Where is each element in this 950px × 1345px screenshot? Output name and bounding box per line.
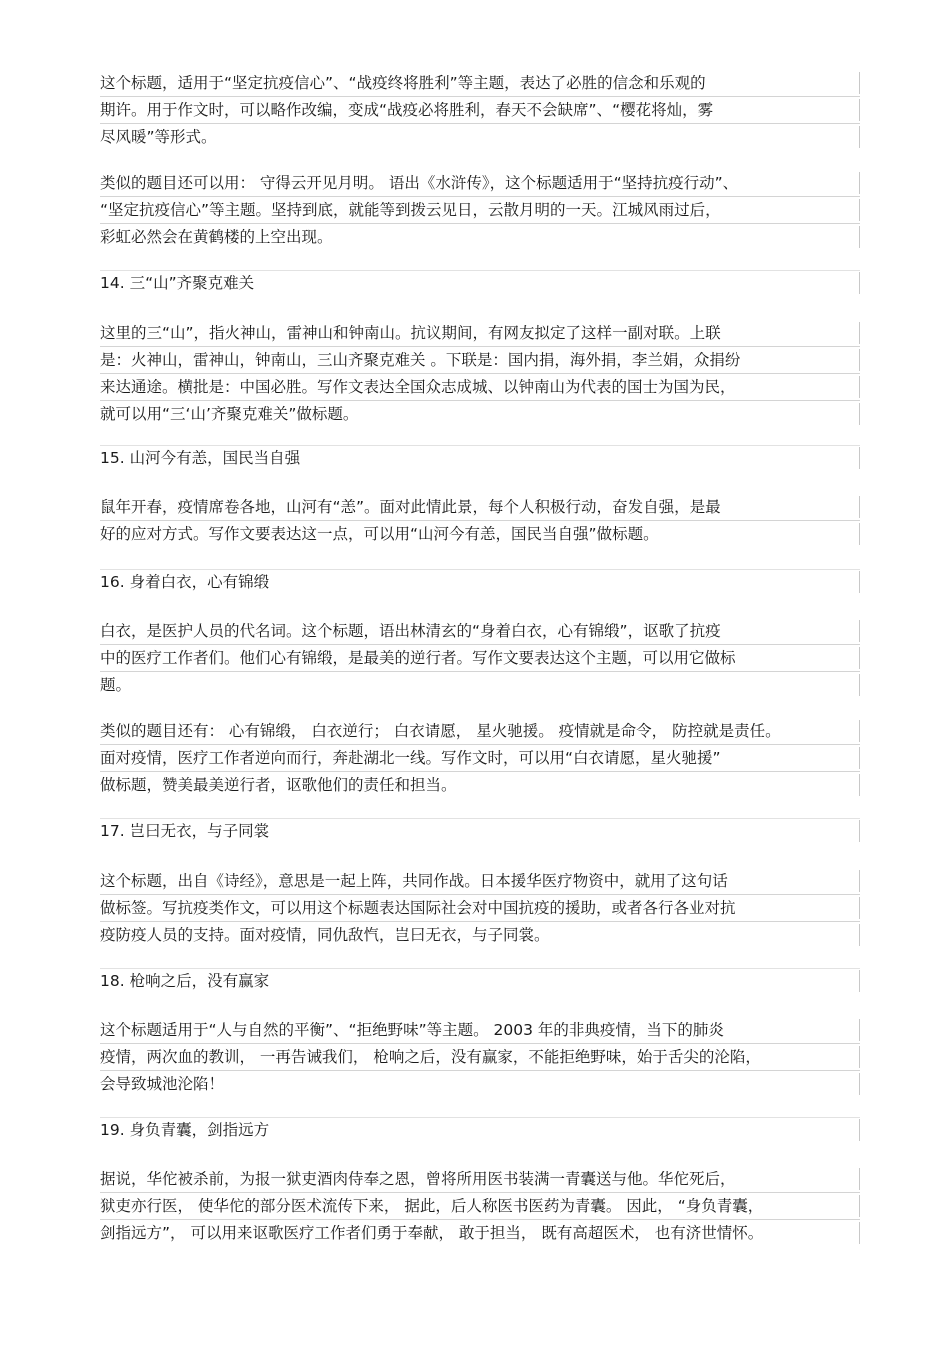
paragraph	[100, 494, 860, 547]
text-line: 疫情，两次血的教训， 一再告诫我们， 枪响之后，没有赢家，不能拒绝野味，始于舌尖的沦陷，	[100, 1044, 860, 1071]
paragraph	[100, 1166, 860, 1246]
text-line: 中的医疗工作者们。他们心有锦缎，是最美的逆行者。写作文要表达这个主题，可以用它做标	[100, 645, 860, 672]
section-heading	[100, 968, 860, 994]
text-line: 鼠年开春，疫情席卷各地，山河有“恙”。面对此情此景，每个人积极行动，奋发自强，是最	[100, 494, 860, 521]
paragraph	[100, 70, 860, 150]
section-heading	[100, 818, 860, 844]
text-line: 期许。用于作文时，可以略作改编，变成“战疫必将胜利，春天不会缺席”、“樱花将灿，雾	[100, 97, 860, 124]
heading-text: 19. 身负青囊，剑指远方	[100, 1117, 860, 1143]
heading-text: 18. 枪响之后，没有赢家	[100, 968, 860, 994]
text-line: 是：火神山，雷神山，钟南山，三山齐聚克难关 。下联是：国内捐，海外捐，李兰娟，众捐纷	[100, 347, 860, 374]
text-line: 剑指远方”， 可以用来讴歌医疗工作者们勇于奉献， 敢于担当， 既有高超医术， 也有济世情怀。	[100, 1220, 860, 1246]
text-line: 会导致城池沦陷！	[100, 1071, 860, 1097]
text-line: “坚定抗疫信心”等主题。坚持到底，就能等到拨云见日，云散月明的一天。江城风雨过后，	[100, 197, 860, 224]
text-line: 类似的题目还可以用： 守得云开见月明。 语出《水浒传》，这个标题适用于“坚持抗疫行动”、	[100, 170, 860, 197]
heading-text: 16. 身着白衣，心有锦缎	[100, 569, 860, 595]
paragraph	[100, 618, 860, 698]
text-line: 好的应对方式。写作文要表达这一点，可以用“山河今有恙，国民当自强”做标题。	[100, 521, 860, 547]
text-line: 做标签。写抗疫类作文，可以用这个标题表达国际社会对中国抗疫的援助，或者各行各业对抗	[100, 895, 860, 922]
section-heading	[100, 445, 860, 471]
text-line: 这个标题适用于“人与自然的平衡”、“拒绝野味”等主题。 2003 年的非典疫情，当下的肺炎	[100, 1017, 860, 1044]
text-line: 题。	[100, 672, 860, 698]
text-line: 这里的三“山”，指火神山，雷神山和钟南山。抗议期间，有网友拟定了这样一副对联。上联	[100, 320, 860, 347]
text-line: 狱吏亦行医， 使华佗的部分医术流传下来， 据此，后人称医书医药为青囊。 因此， “身负青囊，	[100, 1193, 860, 1220]
text-line: 尽风暖”等形式。	[100, 124, 860, 150]
text-line: 白衣，是医护人员的代名词。这个标题，语出林清玄的“身着白衣，心有锦缎”，讴歌了抗疫	[100, 618, 860, 645]
text-line: 这个标题，出自《诗经》，意思是一起上阵，共同作战。日本援华医疗物资中，就用了这句话	[100, 868, 860, 895]
paragraph	[100, 320, 860, 427]
text-line: 类似的题目还有： 心有锦缎， 白衣逆行； 白衣请愿， 星火驰援。 疫情就是命令， 防控就是责任。	[100, 718, 860, 745]
text-line: 疫防疫人员的支持。面对疫情，同仇敌忾，岂曰无衣，与子同裳。	[100, 922, 860, 948]
text-line: 做标题，赞美最美逆行者，讴歌他们的责任和担当。	[100, 772, 860, 798]
paragraph	[100, 868, 860, 948]
text-line: 面对疫情，医疗工作者逆向而行，奔赴湖北一线。写作文时，可以用“白衣请愿，星火驰援”	[100, 745, 860, 772]
text-line: 彩虹必然会在黄鹤楼的上空出现。	[100, 224, 860, 250]
section-heading	[100, 1117, 860, 1143]
paragraph	[100, 718, 860, 798]
paragraph	[100, 170, 860, 250]
text-line: 就可以用“三‘山’齐聚克难关”做标题。	[100, 401, 860, 427]
text-line: 据说，华佗被杀前，为报一狱吏酒肉侍奉之恩，曾将所用医书装满一青囊送与他。华佗死后，	[100, 1166, 860, 1193]
text-line: 来达通途。横批是：中国必胜。写作文表达全国众志成城、以钟南山为代表的国士为国为民，	[100, 374, 860, 401]
section-heading	[100, 569, 860, 595]
heading-text: 14. 三“山”齐聚克难关	[100, 270, 860, 296]
heading-text: 15. 山河今有恙，国民当自强	[100, 445, 860, 471]
text-line: 这个标题，适用于“坚定抗疫信心”、“战疫终将胜利”等主题，表达了必胜的信念和乐观的	[100, 70, 860, 97]
heading-text: 17. 岂曰无衣，与子同裳	[100, 818, 860, 844]
paragraph	[100, 1017, 860, 1097]
section-heading	[100, 270, 860, 296]
